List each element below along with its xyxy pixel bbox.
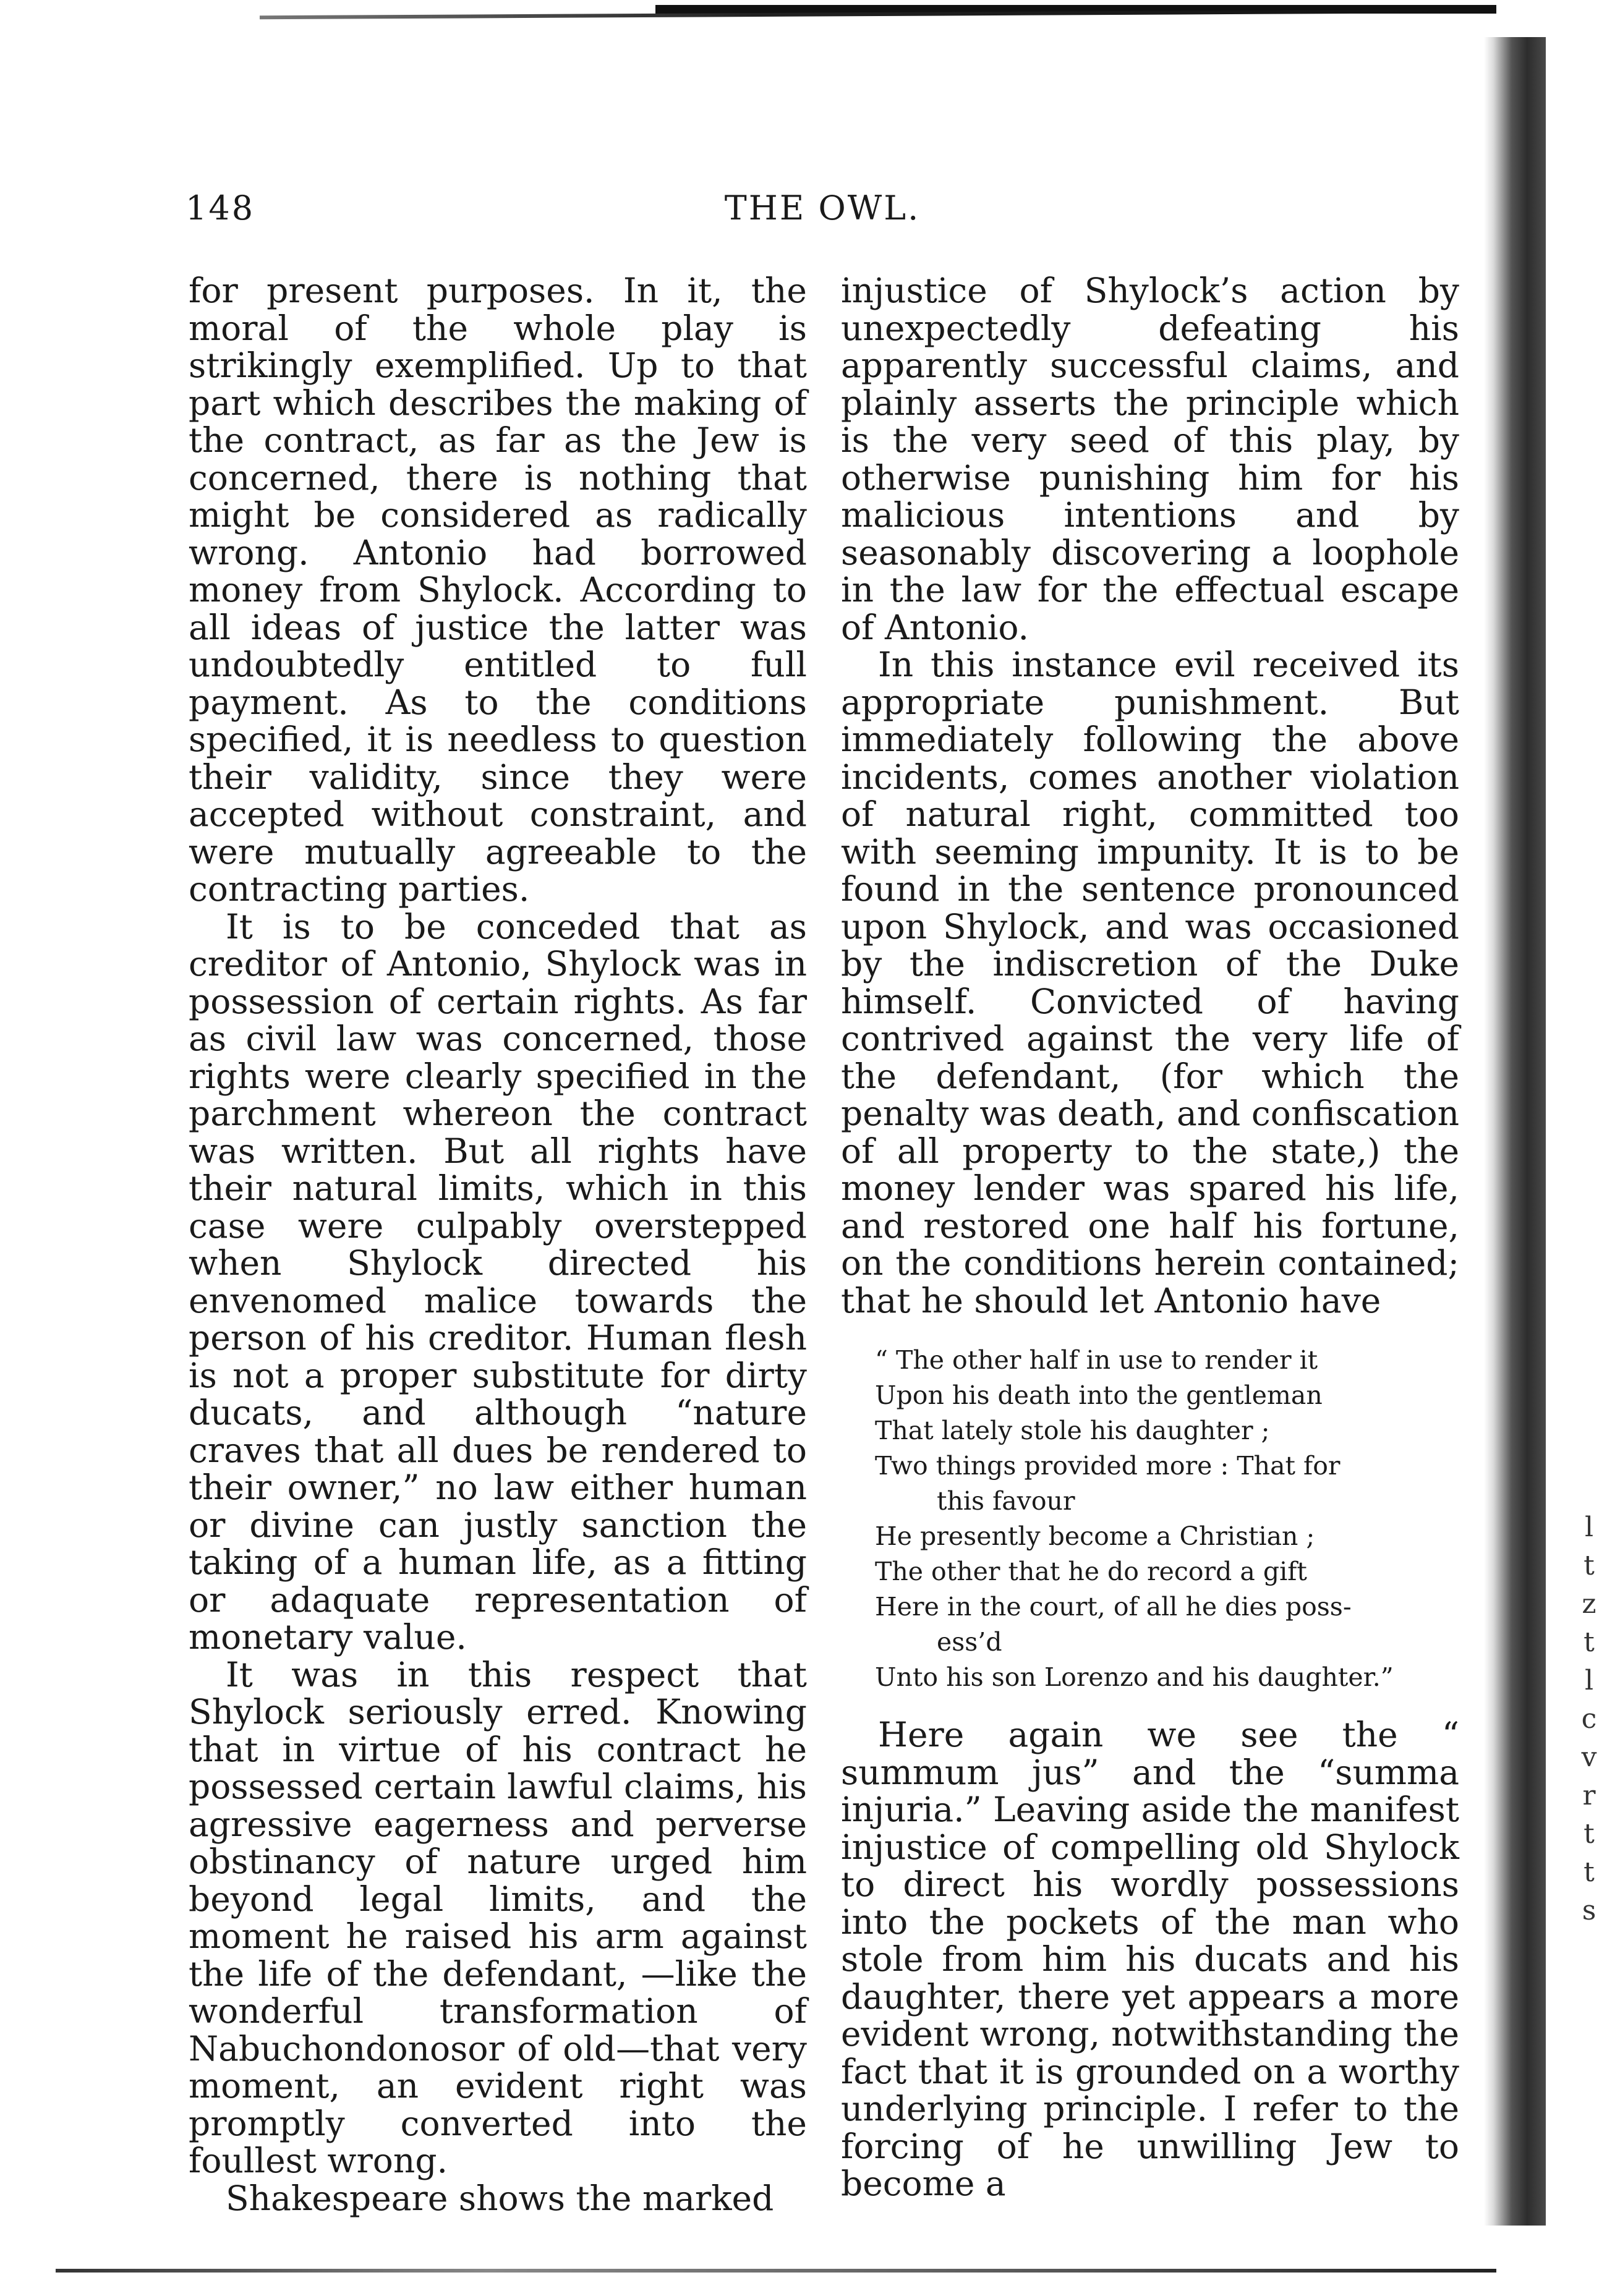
quote-line: The other that he do record a gift [875, 1557, 1307, 1586]
margin-fragment: t [1584, 1626, 1595, 1658]
quote-line: Two things provided more : That for [875, 1451, 1341, 1481]
page-header [185, 189, 1459, 238]
paragraph: It was in this respect that Shylock seriously erred. Knowing that in virtue of his contract he possessed certain lawful claims, his agressive eagerness and perverse obstinancy of nature urged him beyond legal limits, and the moment he raised his arm against the life of the defendant, —like the wonderful transformation of Nabuchondonosor of old—that very moment, an evident right was promptly converted into the foullest wrong. [189, 1654, 807, 2180]
scan-bottom-rule [56, 2269, 1496, 2273]
margin-fragment: t [1584, 1550, 1595, 1581]
margin-fragment: s [1582, 1895, 1596, 1926]
paragraph: It is to be conceded that as creditor of Antonio, Shylock was in possession of certain rights. As far as civil law was concerned, those rights were clearly specified in the parchment whereon the contract was written. But all rights have their natural limits, which in this case were culpably overstepped when Shylock directed his envenomed malice towards the person of his creditor. Human flesh is not a proper substitute for dirty ducats, and although “nature craves that all dues be rendered to their owner,” no law either human or divine can justly sanction the taking of a human life, as a fitting or adaquate representation of monetary value. [189, 906, 807, 1657]
quote-line: Here in the court, of all he dies poss- [875, 1592, 1352, 1622]
margin-fragment: t [1584, 1856, 1595, 1888]
page-binding-shadow [1484, 37, 1546, 2226]
right-column [841, 272, 1459, 2203]
margin-fragment: r [1582, 1780, 1596, 1811]
paragraph: injustice of Shylock’s action by unexpectedly defeating his apparently successful claims, and plainly asserts the principle which is the very seed of this play, by otherwise punishing him for his malicious intentions and by seasonably discovering a loophole in the law for the effectual escape of Antonio. [841, 271, 1459, 647]
quote-line: He presently become a Christian ; [875, 1521, 1315, 1551]
margin-fragment: c [1581, 1703, 1597, 1735]
margin-fragment: v [1581, 1741, 1597, 1773]
quote-line: Upon his death into the gentleman [875, 1380, 1323, 1410]
quote-line: “ The other half in use to render it [875, 1345, 1318, 1375]
left-column [189, 272, 807, 2217]
verse-quotation [875, 1343, 1459, 1695]
running-title: THE OWL. [724, 189, 921, 227]
quote-line: Unto his son Lorenzo and his daughter.” [875, 1662, 1394, 1692]
paragraph: Here again we see the “ summum jus” and the “summa injuria.” Leaving aside the manifest injustice of compelling old Shylock to direct his wordly possessions into the pockets of the man who stole from him his ducats and his daughter, there yet appears a more evident wrong, notwithstanding the fact that it is grounded on a worthy underlying principle. I refer to the forcing of he unwilling Jew to become a [841, 1715, 1459, 2203]
facing-page-margin-fragments [1580, 1508, 1598, 1930]
quote-line: That lately stole his daughter ; [875, 1416, 1270, 1445]
margin-fragment: l [1584, 1665, 1594, 1696]
page-number: 148 [185, 189, 255, 227]
quote-line: ess’d [937, 1627, 1002, 1657]
margin-fragment: l [1584, 1512, 1594, 1543]
margin-fragment: z [1582, 1588, 1596, 1620]
paragraph: In this instance evil received its appropriate punishment. But immediately following the above incidents, comes another violation of natural right, committed too with seeming impunity. It is to be found in the sentence pronounced upon Shylock, and was occasioned by the indiscretion of the Duke himself. Convicted of having contrived against the very life of the defendant, (for which the penalty was death, and confiscation of all property to the state,) the money lender was spared his life, and restored one half his fortune, on the conditions herein contained; that he should let Antonio have [841, 645, 1459, 1320]
margin-fragment: t [1584, 1818, 1595, 1850]
quote-line: this favour [937, 1486, 1075, 1516]
paragraph: for present purposes. In it, the moral of the whole play is strikingly exemplified. Up to that part which describes the making of the contract, as far as the Jew is concerned, there is nothing that might be considered as radically wrong. Antonio had borrowed money from Shylock. According to all ideas of justice the latter was undoubtedly entitled to full payment. As to the conditions specified, it is needless to question their validity, since they were accepted without constraint, and were mutually agreeable to the contracting parties. [189, 271, 807, 909]
paragraph: Shakespeare shows the marked [226, 2178, 774, 2218]
